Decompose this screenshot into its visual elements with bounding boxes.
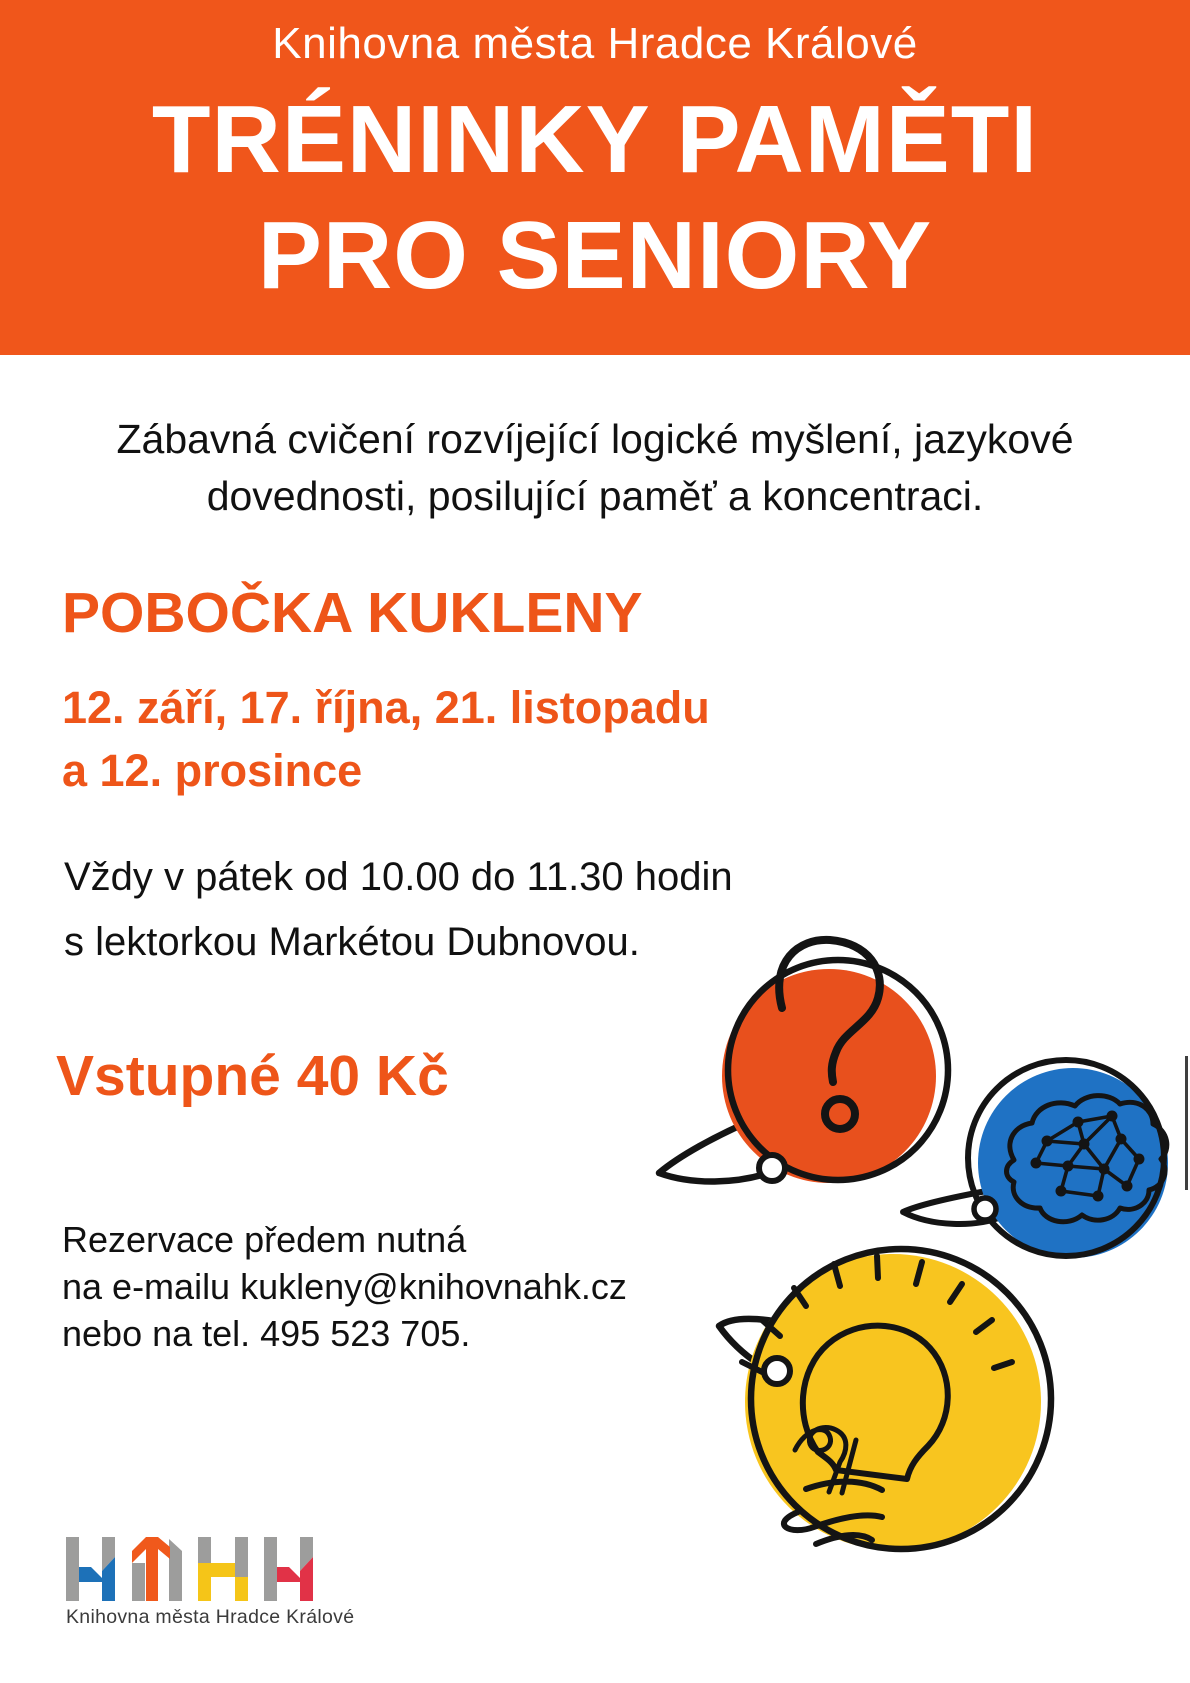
brain-bubble-illustration <box>903 1060 1168 1258</box>
logo-letter-k1 <box>66 1537 115 1601</box>
poster-title-line1: TRÉNINKY PAMĚTI <box>151 86 1039 193</box>
branch-heading: POBOČKA KUKLENY <box>62 581 643 645</box>
intro-line1: Zábavná cvičení rozvíjející logické myšlení, jazykové <box>116 416 1074 462</box>
lightbulb-bubble-illustration <box>719 1249 1051 1550</box>
dates-line1: 12. září, 17. října, 21. listopadu <box>62 682 710 733</box>
schedule-time: Vždy v pátek od 10.00 do 11.30 hodin <box>64 855 733 899</box>
bubble-illustrations <box>620 920 1190 1600</box>
library-name: Knihovna města Hradce Králové <box>272 19 918 68</box>
reservation-text <box>62 1216 627 1357</box>
bubble-tail-curl <box>764 1358 790 1384</box>
logo-letter-m <box>132 1537 182 1601</box>
reservation-phone: nebo na tel. 495 523 705. <box>62 1313 471 1354</box>
header-banner <box>0 0 1190 355</box>
reservation-email: na e-mailu kukleny@knihovnahk.cz <box>62 1266 627 1307</box>
schedule-lecturer: s lektorkou Markétou Dubnovou. <box>64 920 640 964</box>
kmhk-logo <box>66 1537 314 1601</box>
poster-title-line2: PRO SENIORY <box>257 202 933 309</box>
right-edge-line <box>1185 1056 1188 1190</box>
logo-letter-k2 <box>264 1537 313 1601</box>
bubble-tail-curl <box>759 1155 785 1181</box>
reservation-line1: Rezervace předem nutná <box>62 1219 467 1260</box>
dates-line2: a 12. prosince <box>62 745 363 796</box>
session-dates <box>62 676 710 802</box>
question-mark-bubble-illustration <box>659 940 948 1183</box>
intro-line2: dovednosti, posilující paměť a koncentraci. <box>206 473 984 519</box>
bubble-tail-curl <box>974 1198 996 1220</box>
logo-letter-h <box>198 1537 248 1601</box>
intro-text <box>0 411 1190 525</box>
logo-caption: Knihovna města Hradce Králové <box>66 1606 355 1628</box>
price-heading: Vstupné 40 Kč <box>56 1044 449 1108</box>
